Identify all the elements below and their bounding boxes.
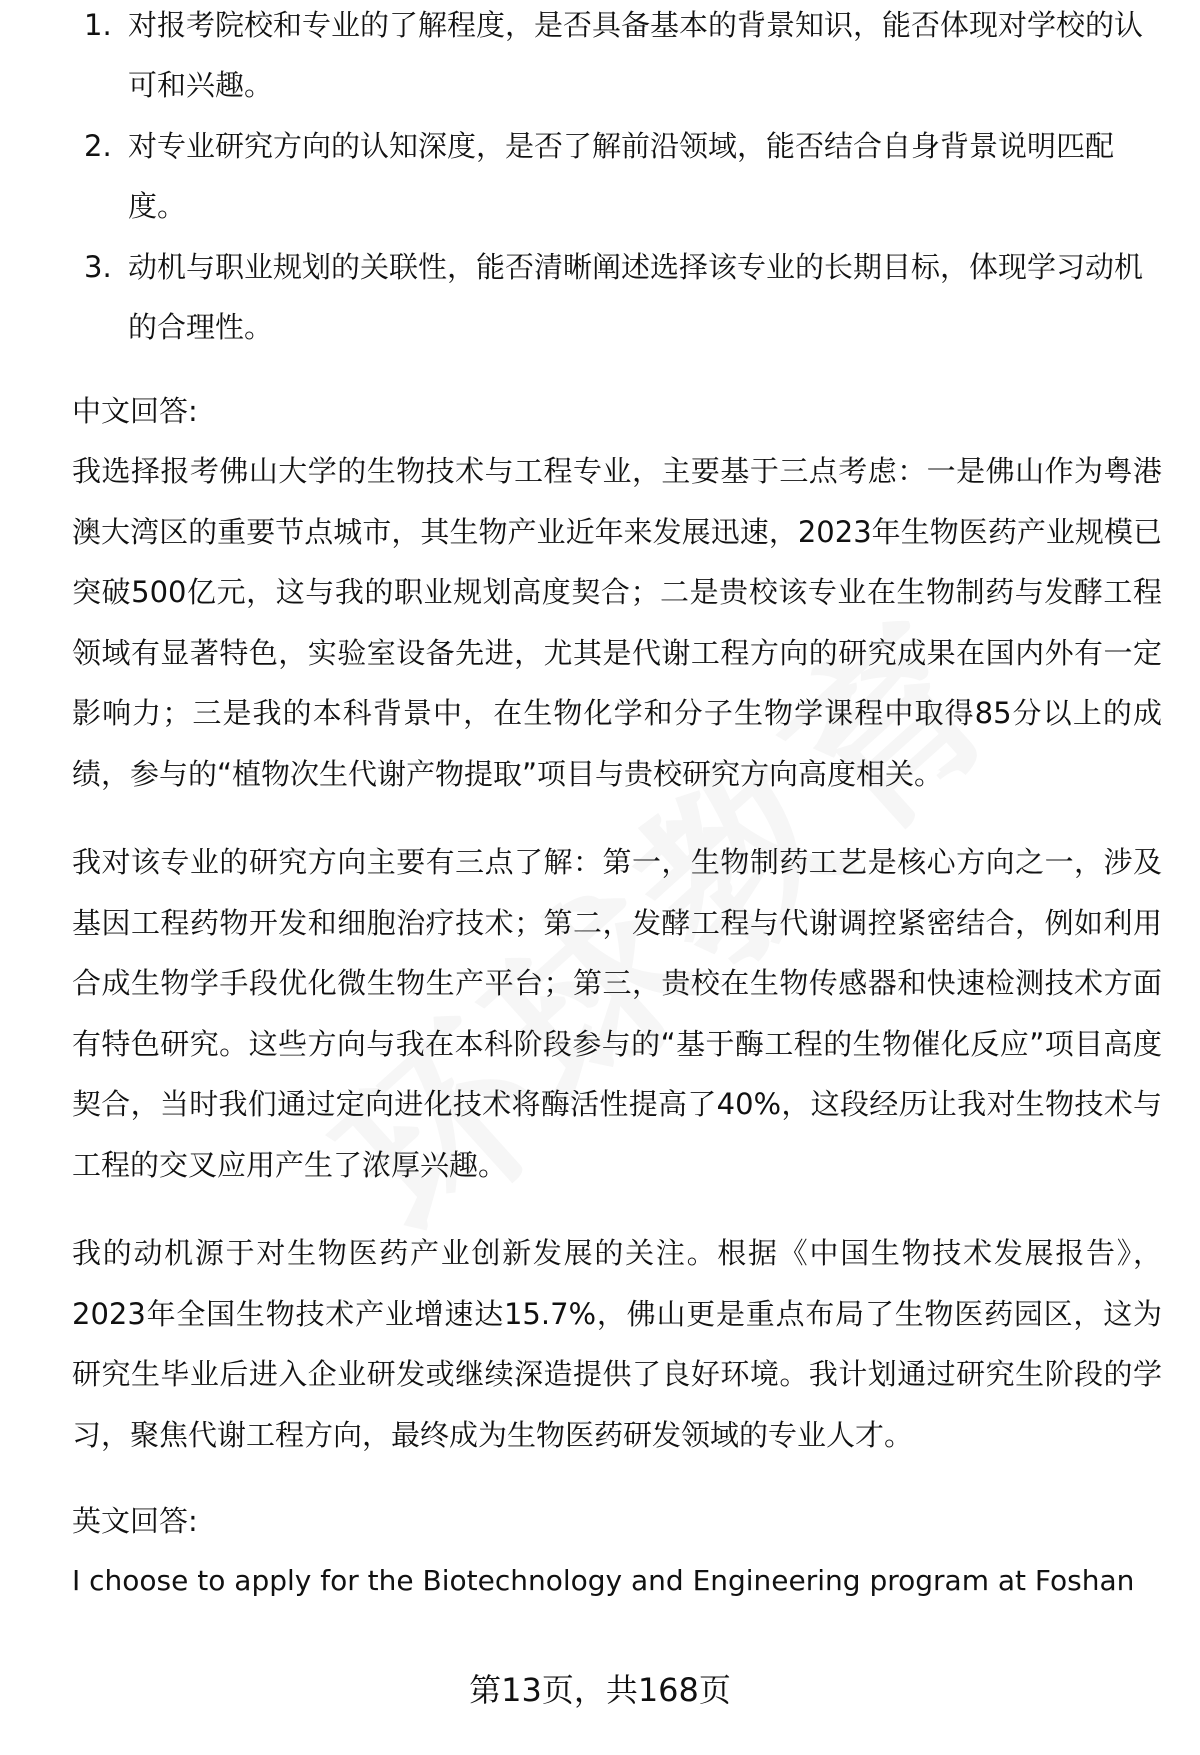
criteria-item [72,0,1162,115]
criteria-text: 对专业研究方向的认知深度，是否了解前沿领域，能否结合自身背景说明匹配度。 [128,129,1115,223]
chinese-answer-label: 中文回答: [72,394,198,428]
criteria-number: 2. [84,129,112,163]
english-answer-label: 英文回答: [72,1504,198,1538]
criteria-list [72,0,1162,357]
criteria-text: 动机与职业规划的关联性，能否清晰阐述选择该专业的长期目标，体现学习动机的合理性。 [128,250,1144,344]
page-content [72,0,1162,1611]
chinese-paragraph: 我的动机源于对生物医药产业创新发展的关注。根据《中国生物技术发展报告》，2023年全国生物技术产业增速达15.7%，佛山更是重点布局了生物医药园区，这为研究生毕业后进入企业研发或继续深造提供了良好环境。我计划通过研究生阶段的学习，聚焦代谢工程方向，最终成为生物医药研发领域的专业人才。 [72,1236,1162,1452]
chinese-paragraph: 我选择报考佛山大学的生物技术与工程专业，主要基于三点考虑：一是佛山作为粤港澳大湾区的重要节点城市，其生物产业近年来发展迅速，2023年生物医药产业规模已突破500亿元，这与我的职业规划高度契合；二是贵校该专业在生物制药与发酵工程领域有显著特色，实验室设备先进，尤其是代谢工程方向的研究成果在国内外有一定影响力；三是我的本科背景中，在生物化学和分子生物学课程中取得85分以上的成绩，参与的“植物次生代谢产物提取”项目与贵校研究方向高度相关。 [72,454,1162,791]
criteria-number: 1. [84,8,112,42]
page-number-footer: 第13页，共168页 [469,1671,731,1709]
criteria-item [72,237,1162,357]
criteria-text: 对报考院校和专业的了解程度，是否具备基本的背景知识，能否体现对学校的认可和兴趣。 [128,8,1144,102]
criteria-number: 3. [84,250,112,284]
criteria-item [72,116,1162,236]
chinese-paragraph: 我对该专业的研究方向主要有三点了解：第一，生物制药工艺是核心方向之一，涉及基因工程药物开发和细胞治疗技术；第二，发酵工程与代谢调控紧密结合，例如利用合成生物学手段优化微生物生产平台；第三，贵校在生物传感器和快速检测技术方面有特色研究。这些方向与我在本科阶段参与的“基于酶工程的生物催化反应”项目高度契合，当时我们通过定向进化技术将酶活性提高了40%，这段经历让我对生物技术与工程的交叉应用产生了浓厚兴趣。 [72,845,1162,1182]
english-paragraph: I choose to apply for the Biotechnology and Engineering program at Foshan [72,1564,1135,1597]
